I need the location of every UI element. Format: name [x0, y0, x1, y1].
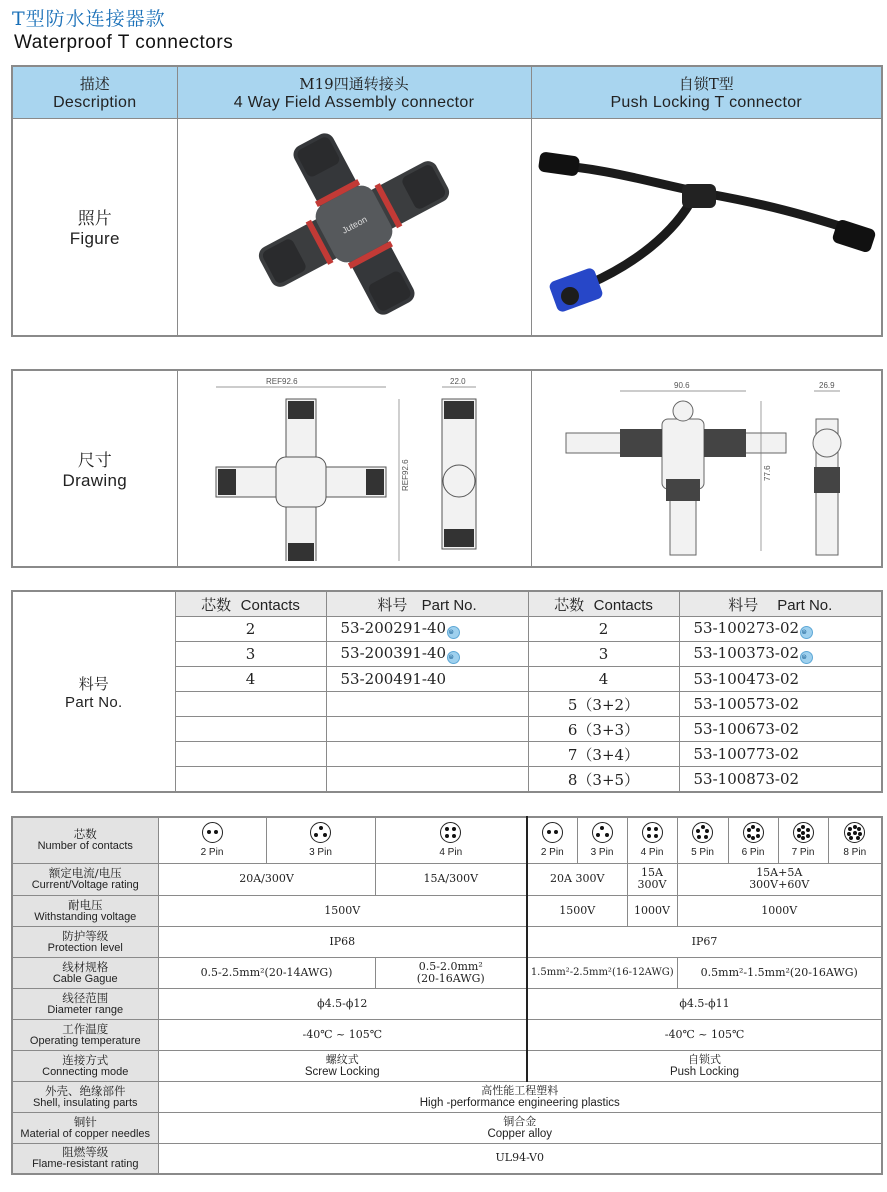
table-row: 外壳、绝缘部件 Shell, insulating parts 高性能工程塑料 High -performance engineering plastics [12, 1081, 882, 1112]
table-row: 额定电流/电压 Current/Voltage rating 20A/300V 15A/300V 20A 300V 15A 300V 15A+5A 300V+60V [12, 863, 882, 895]
four-way-connector-photo [177, 118, 531, 336]
figure-label [12, 118, 177, 336]
label-contacts: 芯数 Number of contacts [12, 817, 158, 863]
table-row: 6（3+3） 53-100673-02 [12, 717, 882, 742]
part-no-label-cn: 料号 [78, 674, 109, 693]
table-row: 工作温度 Operating temperature -40℃ ~ 105℃ -40℃ ~ 105℃ [12, 1019, 882, 1050]
dim-ref-height: REF92.6 [401, 459, 410, 491]
drawing-table [11, 369, 883, 568]
four-way-drawing-svg [184, 371, 524, 561]
description-cn: 描述 [79, 74, 110, 93]
pin-8-right: 8 Pin [828, 817, 882, 863]
pin-7-right: 7 Pin [778, 817, 828, 863]
four-way-connector-image [244, 124, 464, 324]
col2-header [531, 66, 882, 118]
drawing-cn: 尺寸 [77, 451, 112, 471]
spec-table [11, 816, 883, 1175]
figure-en: Figure [69, 229, 120, 249]
pin-6-right: 6 Pin [728, 817, 778, 863]
col1-en: 4 Way Field Assembly connector [233, 93, 475, 111]
dim-width: 22.0 [450, 377, 466, 386]
push-locking-t-image [534, 124, 879, 324]
table-row [12, 817, 882, 863]
drawing-label [12, 370, 177, 567]
table-row: 2 53-200291-40 ⊜ 2 53-100273-02 ⊜ [12, 617, 882, 642]
table-row: 线材规格 Cable Gague 0.5-2.5mm²(20-14AWG) 0.5-2.0mm² (20-16AWG) 1.5mm²-2.5mm²(16-12AWG) 0.5mm²-1.5mm²(20-16AWG) [12, 957, 882, 988]
push-locking-drawing [531, 370, 882, 567]
badge-icon: ⊜ [447, 651, 460, 664]
push-locking-drawing-svg [536, 371, 876, 561]
pin-2-left: 2 Pin [158, 817, 266, 863]
push-locking-t-photo [531, 118, 882, 336]
description-header [12, 66, 177, 118]
table-row: 线径范围 Diameter range ϕ4.5-ϕ12 ϕ4.5-ϕ11 [12, 988, 882, 1019]
col2-cn: 自锁T型 [678, 74, 734, 93]
drawing-en: Drawing [62, 471, 127, 490]
dim-ref-width: REF92.6 [266, 377, 298, 386]
pin-2-right: 2 Pin [527, 817, 577, 863]
pin-3-right: 3 Pin [577, 817, 627, 863]
figure-cn: 照片 [77, 209, 112, 230]
part-header-left: 料号 Part No. [326, 591, 528, 617]
pin-5-right: 5 Pin [677, 817, 728, 863]
table-row: 铜针 Material of copper needles 铜合金 Copper alloy [12, 1112, 882, 1143]
table-row: 4 53-200491-40 4 53-100473-02 [12, 667, 882, 692]
pin-3-left: 3 Pin [266, 817, 375, 863]
pin-4-left: 4 Pin [375, 817, 527, 863]
badge-icon: ⊜ [447, 626, 460, 639]
part-no-label [12, 591, 175, 792]
badge-icon: ⊜ [800, 626, 813, 639]
table-row: 7（3+4） 53-100773-02 [12, 742, 882, 767]
dim-90-6: 90.6 [674, 381, 690, 390]
contacts-header-left: 芯数 Contacts [175, 591, 326, 617]
part-number-table [11, 590, 883, 793]
table-row: 5（3+2） 53-100573-02 [12, 692, 882, 717]
contacts-header-right: 芯数 Contacts [528, 591, 679, 617]
overview-table [11, 65, 883, 337]
dim-77-6: 77.6 [763, 465, 773, 481]
table-row: 阻燃等级 Flame-resistant rating UL94-V0 [12, 1143, 882, 1174]
page-title-cn: T型防水连接器款 [12, 8, 166, 30]
photo-logo: Juteon [340, 214, 369, 236]
table-row: 3 53-200391-40 ⊜ 3 53-100373-02 ⊜ [12, 642, 882, 667]
table-row: 连接方式 Connecting mode 螺纹式 Screw Locking 自锁式 Push Locking [12, 1050, 882, 1081]
table-row: 防护等级 Protection level IP68 IP67 [12, 926, 882, 957]
pin-4-right: 4 Pin [627, 817, 677, 863]
col2-en: Push Locking T connector [610, 93, 803, 111]
page-title-en: Waterproof T connectors [14, 32, 234, 53]
col1-cn: M19四通转接头 [299, 74, 409, 93]
table-row: 耐电压 Withstanding voltage 1500V 1500V 1000V 1000V [12, 895, 882, 926]
part-header-right: 料号 Part No. [679, 591, 882, 617]
table-row: 8（3+5） 53-100873-02 [12, 767, 882, 793]
part-no-label-en: Part No. [65, 693, 123, 711]
description-en: Description [53, 93, 137, 111]
dim-26-9: 26.9 [819, 381, 835, 390]
col1-header [177, 66, 531, 118]
badge-icon: ⊜ [800, 651, 813, 664]
four-way-drawing [177, 370, 531, 567]
